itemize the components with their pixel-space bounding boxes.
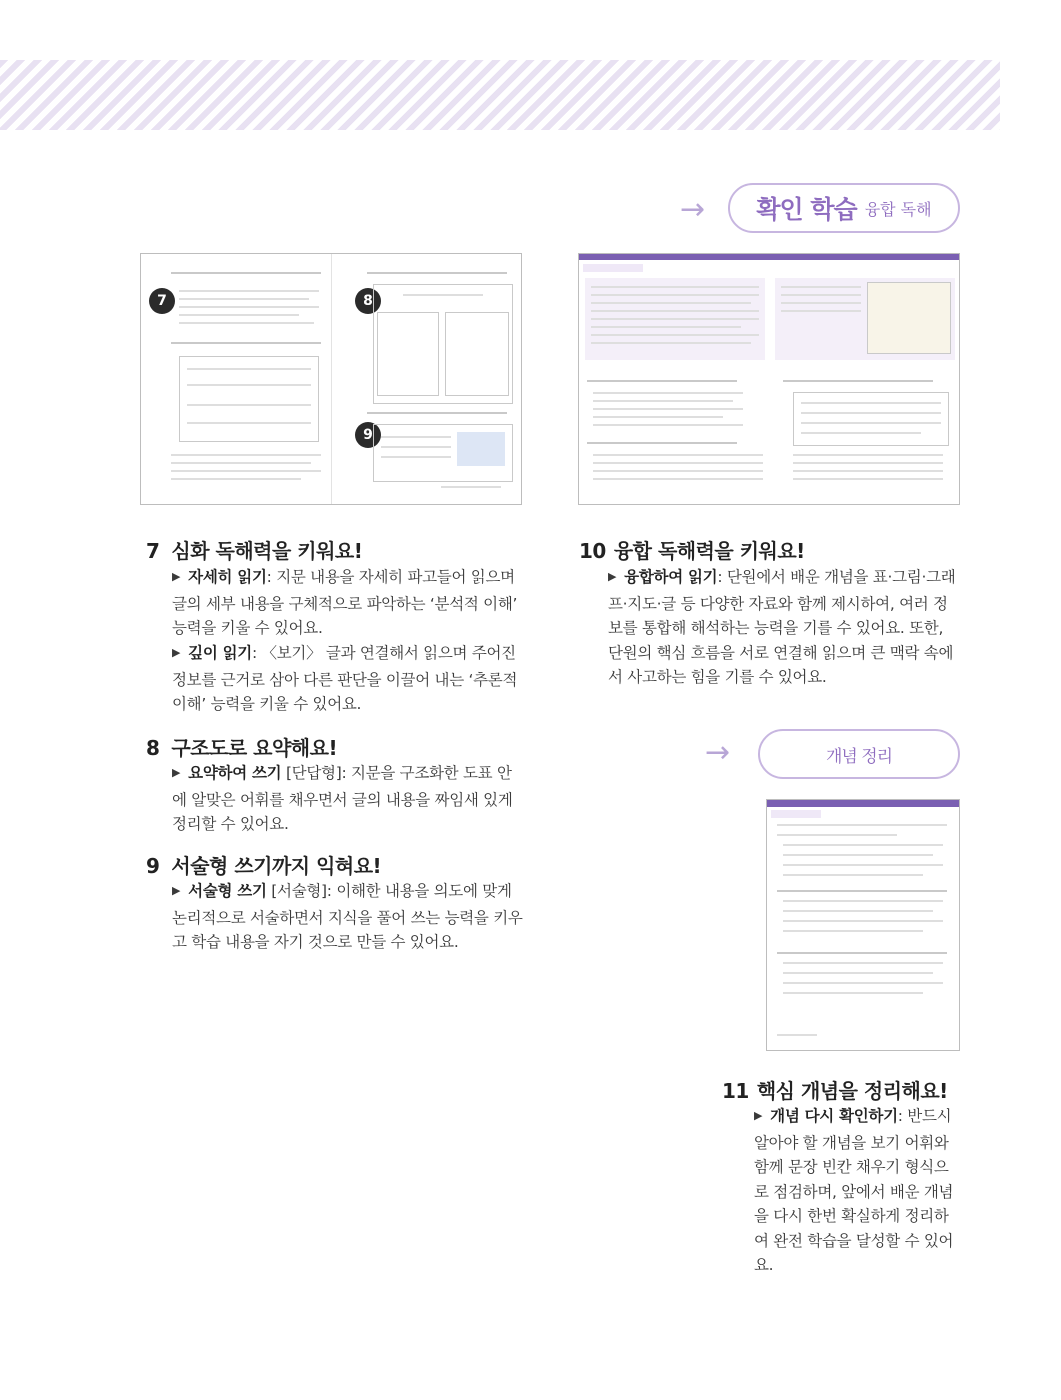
section-8-title: 8 구조도로 요약해요!	[146, 736, 338, 760]
marker-9: 9	[355, 422, 381, 448]
concept-pill	[758, 729, 960, 779]
section-9-title: 9 서술형 쓰기까지 익혀요!	[146, 854, 382, 878]
marker-7: 7	[149, 288, 175, 314]
banner-main-label: 확인 학습	[756, 195, 857, 224]
section-8-item-1: ▶ 요약하여 쓰기 [단답형]: 지문을 구조화한 도표 안에 알맞은 어휘를 채우면서 글의 내용을 짜임새 있게 정리할 수 있어요.	[172, 764, 513, 833]
arrow-right-icon: →	[705, 735, 731, 770]
arrow-right-icon: →	[680, 192, 706, 227]
spread-thumbnail-right	[578, 253, 960, 505]
review-banner-pill	[728, 183, 960, 233]
marker-8: 8	[355, 288, 381, 314]
section-7-item-2: ▶ 깊이 읽기: 〈보기〉 글과 연결해서 읽으며 주어진 정보를 근거로 삼아 다른 판단을 이끌어 내는 ‘추론적 이해’ 능력을 키울 수 있어요.	[172, 644, 518, 713]
section-9-item-1: ▶ 서술형 쓰기 [서술형]: 이해한 내용을 의도에 맞게 논리적으로 서술하면서 지식을 풀어 쓰는 능력을 키우고 학습 내용을 자기 것으로 만들 수 있어요.	[172, 882, 523, 951]
bullet-triangle-icon: ▶	[608, 570, 617, 583]
section-10-item-1: ▶ 융합하여 읽기: 단원에서 배운 개념을 표·그림·그래프·지도·글 등 다양한 자료와 함께 제시하여, 여러 정보를 통합해 해석하는 능력을 기를 수 있어요. 또한, 단원의 핵심 흐름을 서로 연결해 읽으며 큰 맥락 속에서 사고하는 힘을 기를 수 있어요.	[608, 568, 956, 686]
section-10-title: 10 융합 독해력을 키워요!	[579, 539, 805, 563]
bullet-triangle-icon: ▶	[172, 884, 181, 897]
bullet-triangle-icon: ▶	[172, 766, 181, 779]
section-11-item-1: ▶ 개념 다시 확인하기: 반드시 알아야 할 개념을 보기 어휘와 함께 문장 빈칸 채우기 형식으로 점검하며, 앞에서 배운 개념을 다시 한번 확실하게 정리하여 완전 학습을 달성할 수 있어요.	[754, 1107, 954, 1274]
spread-thumbnail-left	[140, 253, 522, 505]
bullet-triangle-icon: ▶	[754, 1109, 763, 1122]
section-7-title: 7 심화 독해력을 키워요!	[146, 539, 363, 563]
bullet-triangle-icon: ▶	[172, 646, 181, 659]
section-11-title: 11 핵심 개념을 정리해요!	[722, 1079, 948, 1103]
section-7-item-1: ▶ 자세히 읽기: 지문 내용을 자세히 파고들어 읽으며 글의 세부 내용을 구체적으로 파악하는 ‘분석적 이해’ 능력을 키울 수 있어요.	[172, 568, 518, 637]
banner-sub-label: 융합 독해	[864, 199, 932, 219]
concept-pill-label: 개념 정리	[825, 746, 893, 767]
bullet-triangle-icon: ▶	[172, 570, 181, 583]
header-stripe-band	[0, 60, 1000, 130]
concept-page-thumbnail	[766, 799, 960, 1051]
